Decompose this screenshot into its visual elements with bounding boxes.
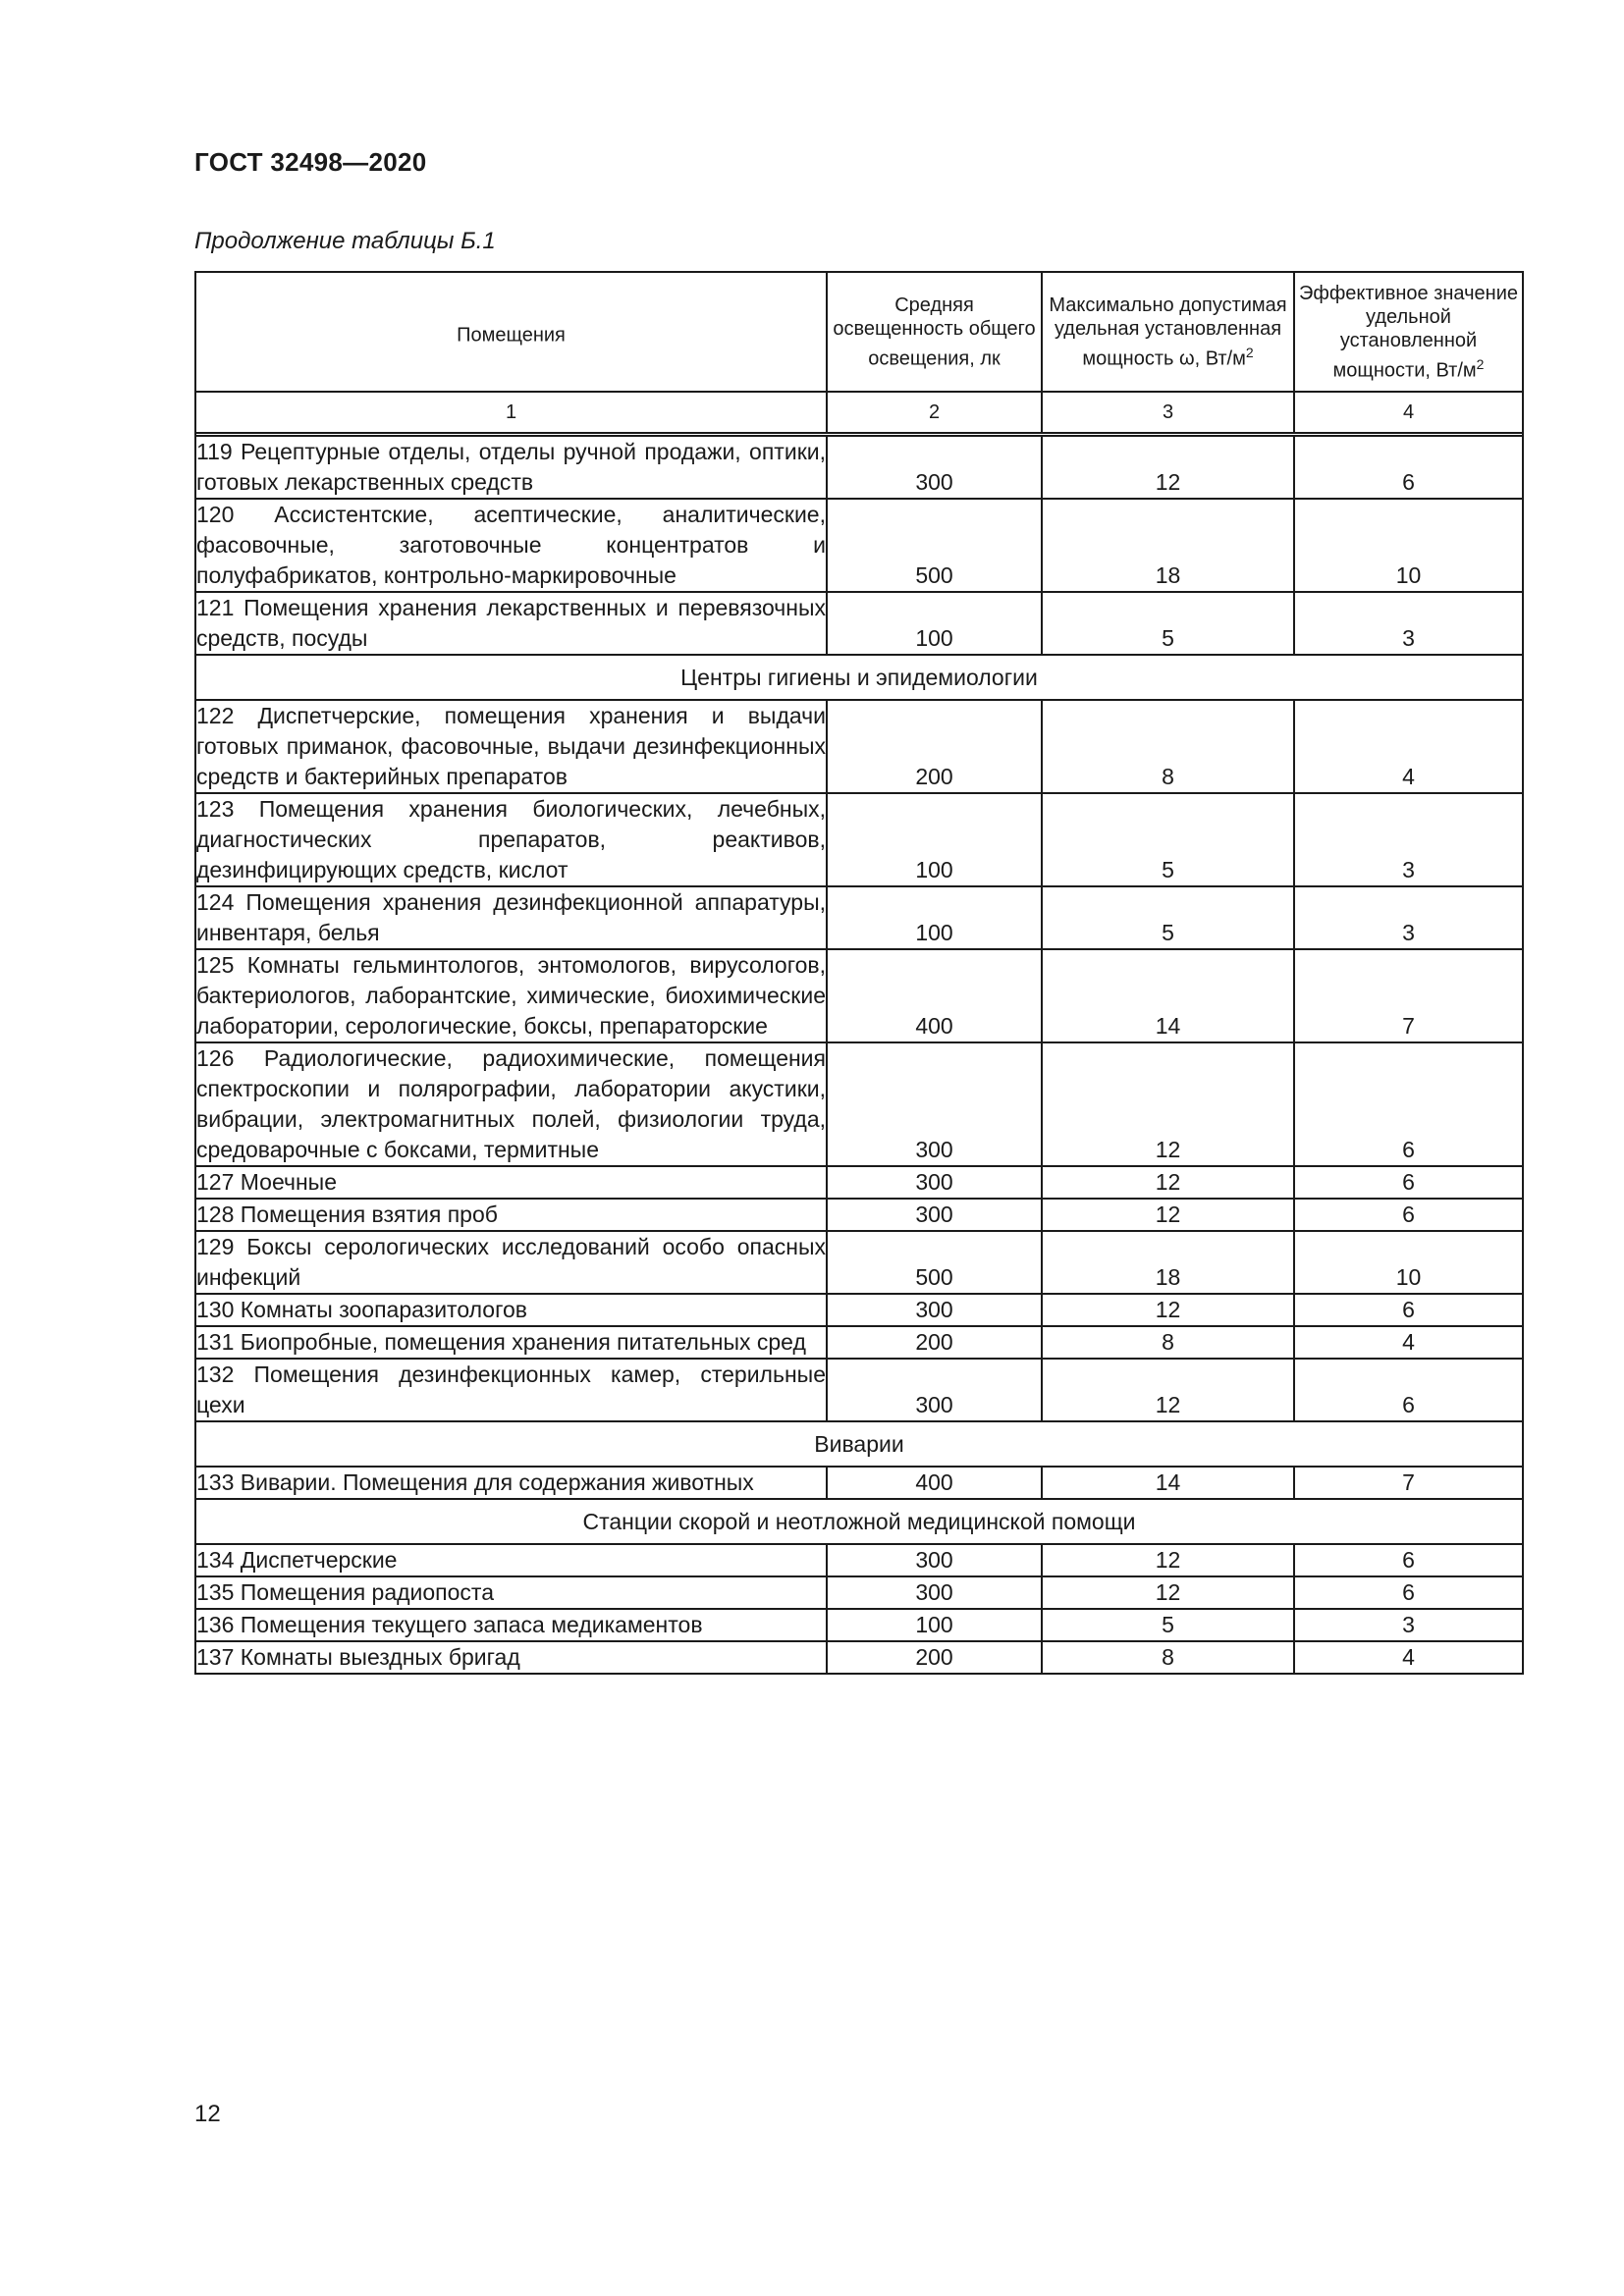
effective-power-cell: 6 (1294, 436, 1523, 499)
effective-power-cell: 3 (1294, 886, 1523, 949)
effective-power-cell: 4 (1294, 700, 1523, 793)
table-row (195, 1166, 1523, 1199)
effective-power-cell: 6 (1294, 1199, 1523, 1231)
room-name-cell: 119 Рецептурные отделы, отделы ручной продажи, оптики, готовых лекарственных средств (195, 436, 827, 499)
column-header-label: Максимально допустимая удельная установленная мощность ω, Вт/м (1049, 294, 1287, 370)
column-header-label: Помещения (457, 324, 566, 347)
illuminance-cell: 100 (827, 886, 1042, 949)
table-header-row (195, 272, 1523, 392)
illuminance-cell: 500 (827, 499, 1042, 592)
section-title: Станции скорой и неотложной медицинской помощи (195, 1499, 1523, 1544)
column-header (1294, 272, 1523, 392)
illuminance-cell: 200 (827, 1641, 1042, 1674)
max-power-cell: 12 (1042, 1576, 1294, 1609)
effective-power-cell: 4 (1294, 1326, 1523, 1359)
effective-power-cell: 3 (1294, 793, 1523, 886)
room-name-cell: 132 Помещения дезинфекционных камер, стерильные цехи (195, 1359, 827, 1421)
max-power-cell: 12 (1042, 1294, 1294, 1326)
table-caption: Продолжение таблицы Б.1 (194, 228, 496, 254)
table-row (195, 1199, 1523, 1231)
column-header (827, 272, 1042, 392)
column-header-sup: 2 (1476, 355, 1485, 372)
illuminance-cell: 300 (827, 1166, 1042, 1199)
section-row (195, 1499, 1523, 1544)
room-name-cell: 120 Ассистентские, асептические, аналитические, фасовочные, заготовочные концентратов и полуфабрикатов, контрольно-маркировочные (195, 499, 827, 592)
max-power-cell: 5 (1042, 592, 1294, 655)
table-row (195, 1544, 1523, 1576)
max-power-cell: 12 (1042, 1199, 1294, 1231)
room-name-cell: 122 Диспетчерские, помещения хранения и выдачи готовых приманок, фасовочные, выдачи дезинфекционных средств и бактерийных препаратов (195, 700, 827, 793)
max-power-cell: 14 (1042, 1467, 1294, 1499)
room-name-cell: 133 Виварии. Помещения для содержания животных (195, 1467, 827, 1499)
effective-power-cell: 10 (1294, 1231, 1523, 1294)
table-row (195, 436, 1523, 499)
room-name-cell: 130 Комнаты зоопаразитологов (195, 1294, 827, 1326)
page-number: 12 (194, 2101, 221, 2127)
max-power-cell: 5 (1042, 886, 1294, 949)
illuminance-cell: 400 (827, 1467, 1042, 1499)
effective-power-cell: 6 (1294, 1294, 1523, 1326)
max-power-cell: 14 (1042, 949, 1294, 1042)
room-name-cell: 126 Радиологические, радиохимические, помещения спектроскопии и полярографии, лаборатории акустики, вибрации, электромагнитных полей, физиологии труда, средоварочные с боксами, термитные (195, 1042, 827, 1166)
room-name-cell: 125 Комнаты гельминтологов, энтомологов, вирусологов, бактериологов, лаборантские, химические, биохимические лаборатории, серологические, боксы, препараторские (195, 949, 827, 1042)
effective-power-cell: 10 (1294, 499, 1523, 592)
illuminance-cell: 500 (827, 1231, 1042, 1294)
room-name-cell: 127 Моечные (195, 1166, 827, 1199)
column-header (1042, 272, 1294, 392)
illuminance-cell: 100 (827, 592, 1042, 655)
illuminance-cell: 300 (827, 1042, 1042, 1166)
room-name-cell: 134 Диспетчерские (195, 1544, 827, 1576)
illuminance-cell: 300 (827, 1544, 1042, 1576)
table-row (195, 949, 1523, 1042)
table-row (195, 1641, 1523, 1674)
table-row (195, 1294, 1523, 1326)
room-name-cell: 128 Помещения взятия проб (195, 1199, 827, 1231)
effective-power-cell: 7 (1294, 949, 1523, 1042)
illuminance-cell: 300 (827, 1576, 1042, 1609)
table-row (195, 793, 1523, 886)
effective-power-cell: 6 (1294, 1576, 1523, 1609)
illuminance-cell: 300 (827, 1359, 1042, 1421)
section-row (195, 1421, 1523, 1467)
illuminance-cell: 300 (827, 436, 1042, 499)
effective-power-cell: 6 (1294, 1042, 1523, 1166)
effective-power-cell: 3 (1294, 592, 1523, 655)
table-row (195, 886, 1523, 949)
effective-power-cell: 6 (1294, 1359, 1523, 1421)
lighting-table (194, 271, 1524, 1675)
illuminance-cell: 100 (827, 793, 1042, 886)
max-power-cell: 5 (1042, 1609, 1294, 1641)
section-row (195, 655, 1523, 700)
table-row (195, 1467, 1523, 1499)
room-name-cell: 137 Комнаты выездных бригад (195, 1641, 827, 1674)
table-row (195, 1359, 1523, 1421)
column-number: 2 (827, 392, 1042, 433)
column-header-label: Средняя освещенность общего освещения, лк (833, 294, 1036, 370)
effective-power-cell: 6 (1294, 1544, 1523, 1576)
column-header-sup: 2 (1245, 344, 1254, 360)
max-power-cell: 12 (1042, 1166, 1294, 1199)
column-header (195, 272, 827, 392)
table-row (195, 1231, 1523, 1294)
max-power-cell: 8 (1042, 1326, 1294, 1359)
effective-power-cell: 6 (1294, 1166, 1523, 1199)
table-row (195, 700, 1523, 793)
max-power-cell: 18 (1042, 499, 1294, 592)
max-power-cell: 12 (1042, 1042, 1294, 1166)
table-row (195, 1042, 1523, 1166)
illuminance-cell: 300 (827, 1294, 1042, 1326)
max-power-cell: 12 (1042, 436, 1294, 499)
effective-power-cell: 4 (1294, 1641, 1523, 1674)
max-power-cell: 18 (1042, 1231, 1294, 1294)
room-name-cell: 123 Помещения хранения биологических, лечебных, диагностических препаратов, реактивов, дезинфицирующих средств, кислот (195, 793, 827, 886)
illuminance-cell: 100 (827, 1609, 1042, 1641)
column-number: 4 (1294, 392, 1523, 433)
effective-power-cell: 3 (1294, 1609, 1523, 1641)
table-row (195, 592, 1523, 655)
table-body (195, 272, 1523, 1674)
section-title: Виварии (195, 1421, 1523, 1467)
room-name-cell: 131 Биопробные, помещения хранения питательных сред (195, 1326, 827, 1359)
table-row (195, 1609, 1523, 1641)
column-number: 3 (1042, 392, 1294, 433)
illuminance-cell: 400 (827, 949, 1042, 1042)
max-power-cell: 5 (1042, 793, 1294, 886)
max-power-cell: 8 (1042, 700, 1294, 793)
column-header-label: Эффективное значение удельной установленной мощности, Вт/м (1299, 282, 1518, 382)
table-row (195, 499, 1523, 592)
room-name-cell: 129 Боксы серологических исследований особо опасных инфекций (195, 1231, 827, 1294)
room-name-cell: 136 Помещения текущего запаса медикаментов (195, 1609, 827, 1641)
table-row (195, 1576, 1523, 1609)
illuminance-cell: 200 (827, 1326, 1042, 1359)
max-power-cell: 8 (1042, 1641, 1294, 1674)
table-row (195, 1326, 1523, 1359)
illuminance-cell: 200 (827, 700, 1042, 793)
max-power-cell: 12 (1042, 1544, 1294, 1576)
document-title: ГОСТ 32498—2020 (194, 147, 427, 177)
column-number: 1 (195, 392, 827, 433)
column-number-row (195, 392, 1523, 433)
room-name-cell: 124 Помещения хранения дезинфекционной аппаратуры, инвентаря, белья (195, 886, 827, 949)
max-power-cell: 12 (1042, 1359, 1294, 1421)
room-name-cell: 121 Помещения хранения лекарственных и перевязочных средств, посуды (195, 592, 827, 655)
effective-power-cell: 7 (1294, 1467, 1523, 1499)
illuminance-cell: 300 (827, 1199, 1042, 1231)
section-title: Центры гигиены и эпидемиологии (195, 655, 1523, 700)
room-name-cell: 135 Помещения радиопоста (195, 1576, 827, 1609)
